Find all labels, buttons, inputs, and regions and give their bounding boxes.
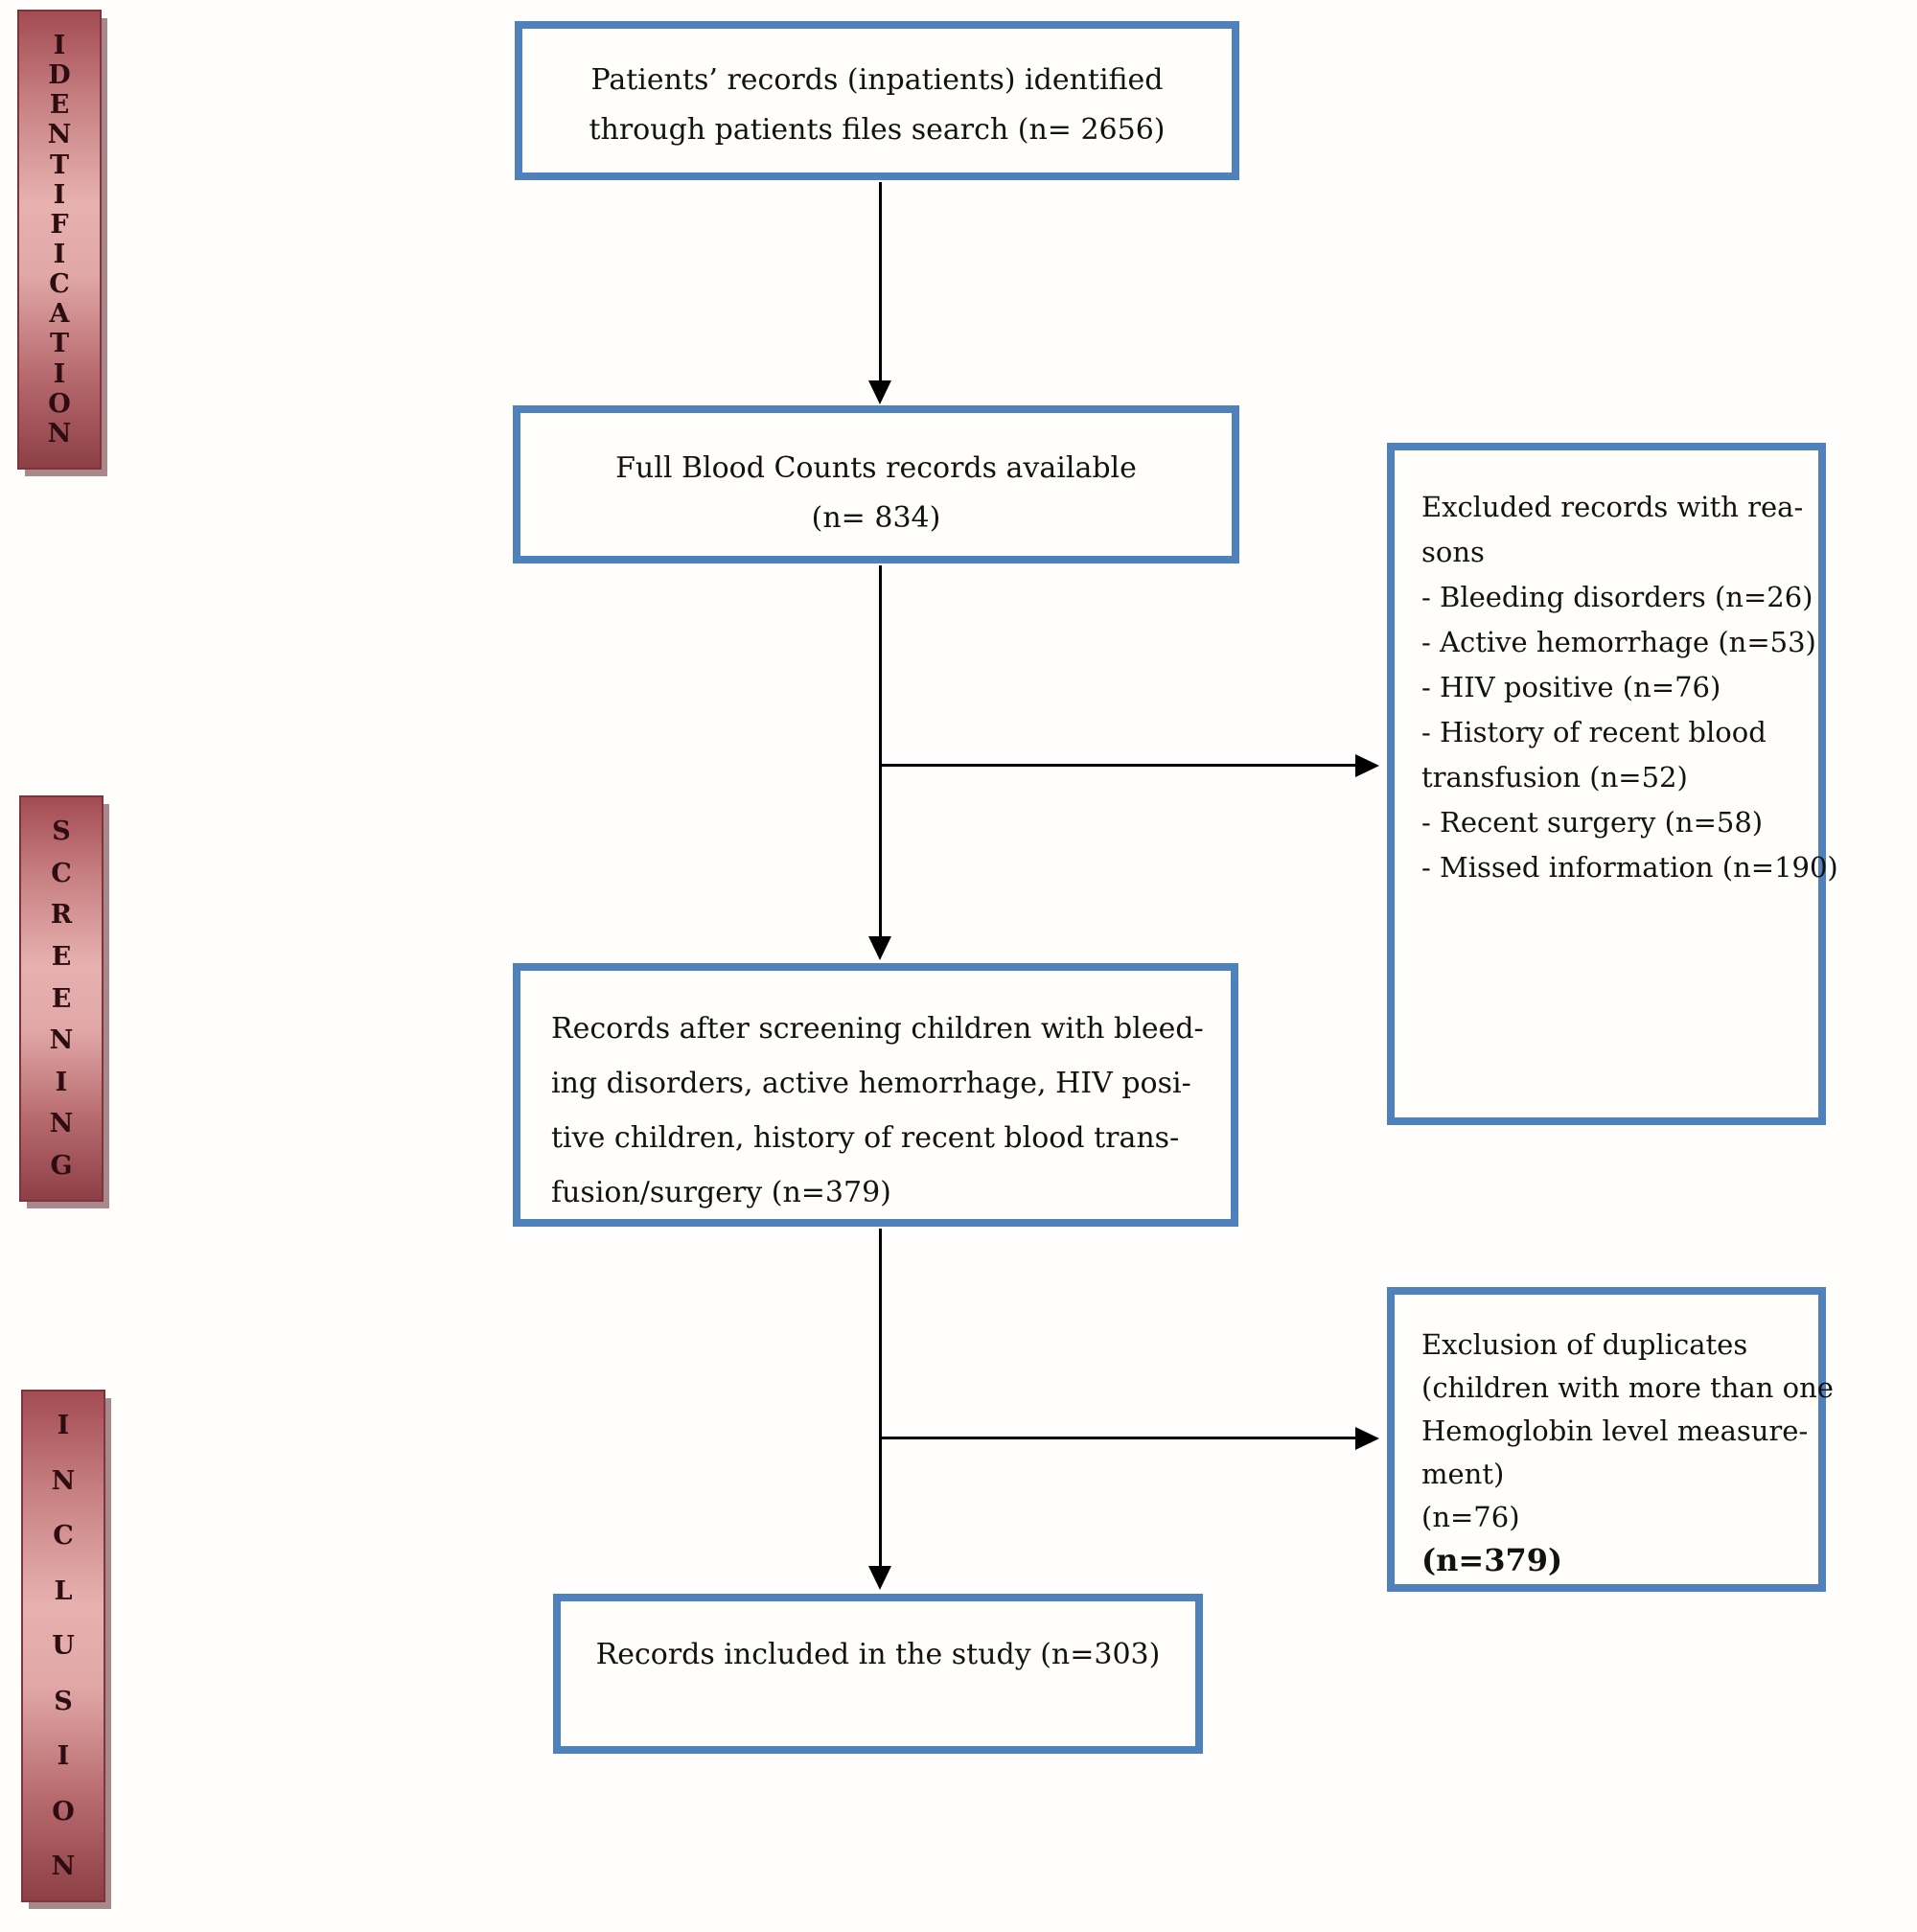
stage-letter: I: [53, 358, 66, 389]
stage-letter: T: [49, 150, 70, 180]
text-line: (n= 834): [811, 501, 941, 535]
stage-letter: R: [50, 900, 73, 931]
stage-bar-screening: [19, 795, 104, 1202]
stage-letter: N: [51, 1852, 76, 1881]
stage-letter: L: [54, 1576, 73, 1606]
text-line: Full Blood Counts records available: [615, 451, 1137, 485]
text-line: - Bleeding disorders (n=26): [1421, 581, 1813, 613]
text-line: - Recent surgery (n=58): [1421, 806, 1764, 839]
box-records-after-screening: [513, 963, 1238, 1227]
box-excluded-records: [1387, 443, 1838, 1125]
stage-letter: I: [57, 1411, 70, 1440]
stage-letter: U: [52, 1631, 75, 1661]
stage-letter: N: [47, 120, 72, 150]
text-line: ing disorders, active hemorrhage, HIV posi-: [551, 1067, 1191, 1100]
arrowhead-right-icon: [1355, 1427, 1379, 1450]
stage-letter: E: [51, 983, 72, 1014]
stage-letter: O: [52, 1796, 75, 1827]
stage-letter: C: [53, 1521, 74, 1551]
stage-letter: I: [53, 239, 66, 269]
arrow-fbc-to-screened: [879, 565, 882, 939]
text-line: sons: [1421, 536, 1485, 568]
stage-bar-identification: [17, 10, 102, 470]
box-records-included: [553, 1594, 1203, 1754]
stage-letter: G: [50, 1151, 73, 1181]
text-line: Exclusion of duplicates: [1421, 1328, 1748, 1361]
arrowhead-down-icon: [868, 380, 891, 404]
text-line: through patients files search (n= 2656): [589, 113, 1166, 147]
stage-letter: S: [52, 816, 71, 846]
arrow-identified-to-fbc: [879, 182, 882, 383]
box-fbc-available: [513, 405, 1239, 564]
stage-letter: F: [50, 209, 69, 240]
box-exclusion-duplicates: [1387, 1287, 1834, 1592]
text-line: - History of recent blood: [1421, 716, 1767, 748]
text-line: Records included in the study (n=303): [595, 1638, 1161, 1671]
stage-letter: S: [54, 1686, 73, 1716]
stage-letter: T: [49, 329, 70, 359]
text-line: (n=76): [1421, 1501, 1520, 1533]
text-line: Hemoglobin level measure-: [1421, 1414, 1809, 1447]
stage-letter: N: [51, 1465, 76, 1496]
stage-letter: E: [49, 90, 70, 121]
text-line: Patients’ records (inpatients) identified: [590, 63, 1164, 97]
text-line: Records after screening children with bleed-: [551, 1012, 1204, 1046]
text-line: (children with more than one: [1421, 1371, 1834, 1404]
text-line: - Active hemorrhage (n=53): [1421, 626, 1816, 658]
stage-letter: C: [49, 269, 70, 300]
text-line: Excluded records with rea-: [1421, 491, 1804, 523]
stage-letter: I: [57, 1741, 70, 1771]
stage-letter: E: [51, 941, 72, 972]
stage-letter: A: [49, 299, 70, 330]
arrow-screened-to-included: [879, 1229, 882, 1569]
text-line: ment): [1421, 1458, 1505, 1490]
stage-bar-inclusion: [21, 1390, 105, 1902]
arrow-branch-to-excluded: [880, 764, 1357, 767]
text-line: (n=379): [1421, 1542, 1563, 1578]
stage-letter: D: [48, 60, 71, 91]
stage-letter: N: [49, 1025, 74, 1056]
stage-letter: N: [49, 1109, 74, 1139]
text-line: tive children, history of recent blood trans-: [551, 1121, 1180, 1155]
stage-letter: I: [53, 31, 66, 60]
stage-letter: I: [55, 1067, 68, 1097]
stage-letter: N: [47, 418, 72, 448]
text-line: transfusion (n=52): [1421, 761, 1688, 794]
arrowhead-right-icon: [1355, 754, 1379, 777]
text-line: - Missed information (n=190): [1421, 851, 1838, 884]
stage-letter: C: [51, 858, 72, 888]
box-records-identified: [515, 21, 1239, 180]
stage-letter: O: [48, 388, 71, 419]
arrowhead-down-icon: [868, 1566, 891, 1590]
arrow-branch-to-duplicates: [880, 1437, 1357, 1439]
arrowhead-down-icon: [868, 936, 891, 960]
text-line: - HIV positive (n=76): [1421, 671, 1721, 703]
stage-letter: I: [53, 179, 66, 210]
text-line: fusion/surgery (n=379): [551, 1176, 891, 1209]
